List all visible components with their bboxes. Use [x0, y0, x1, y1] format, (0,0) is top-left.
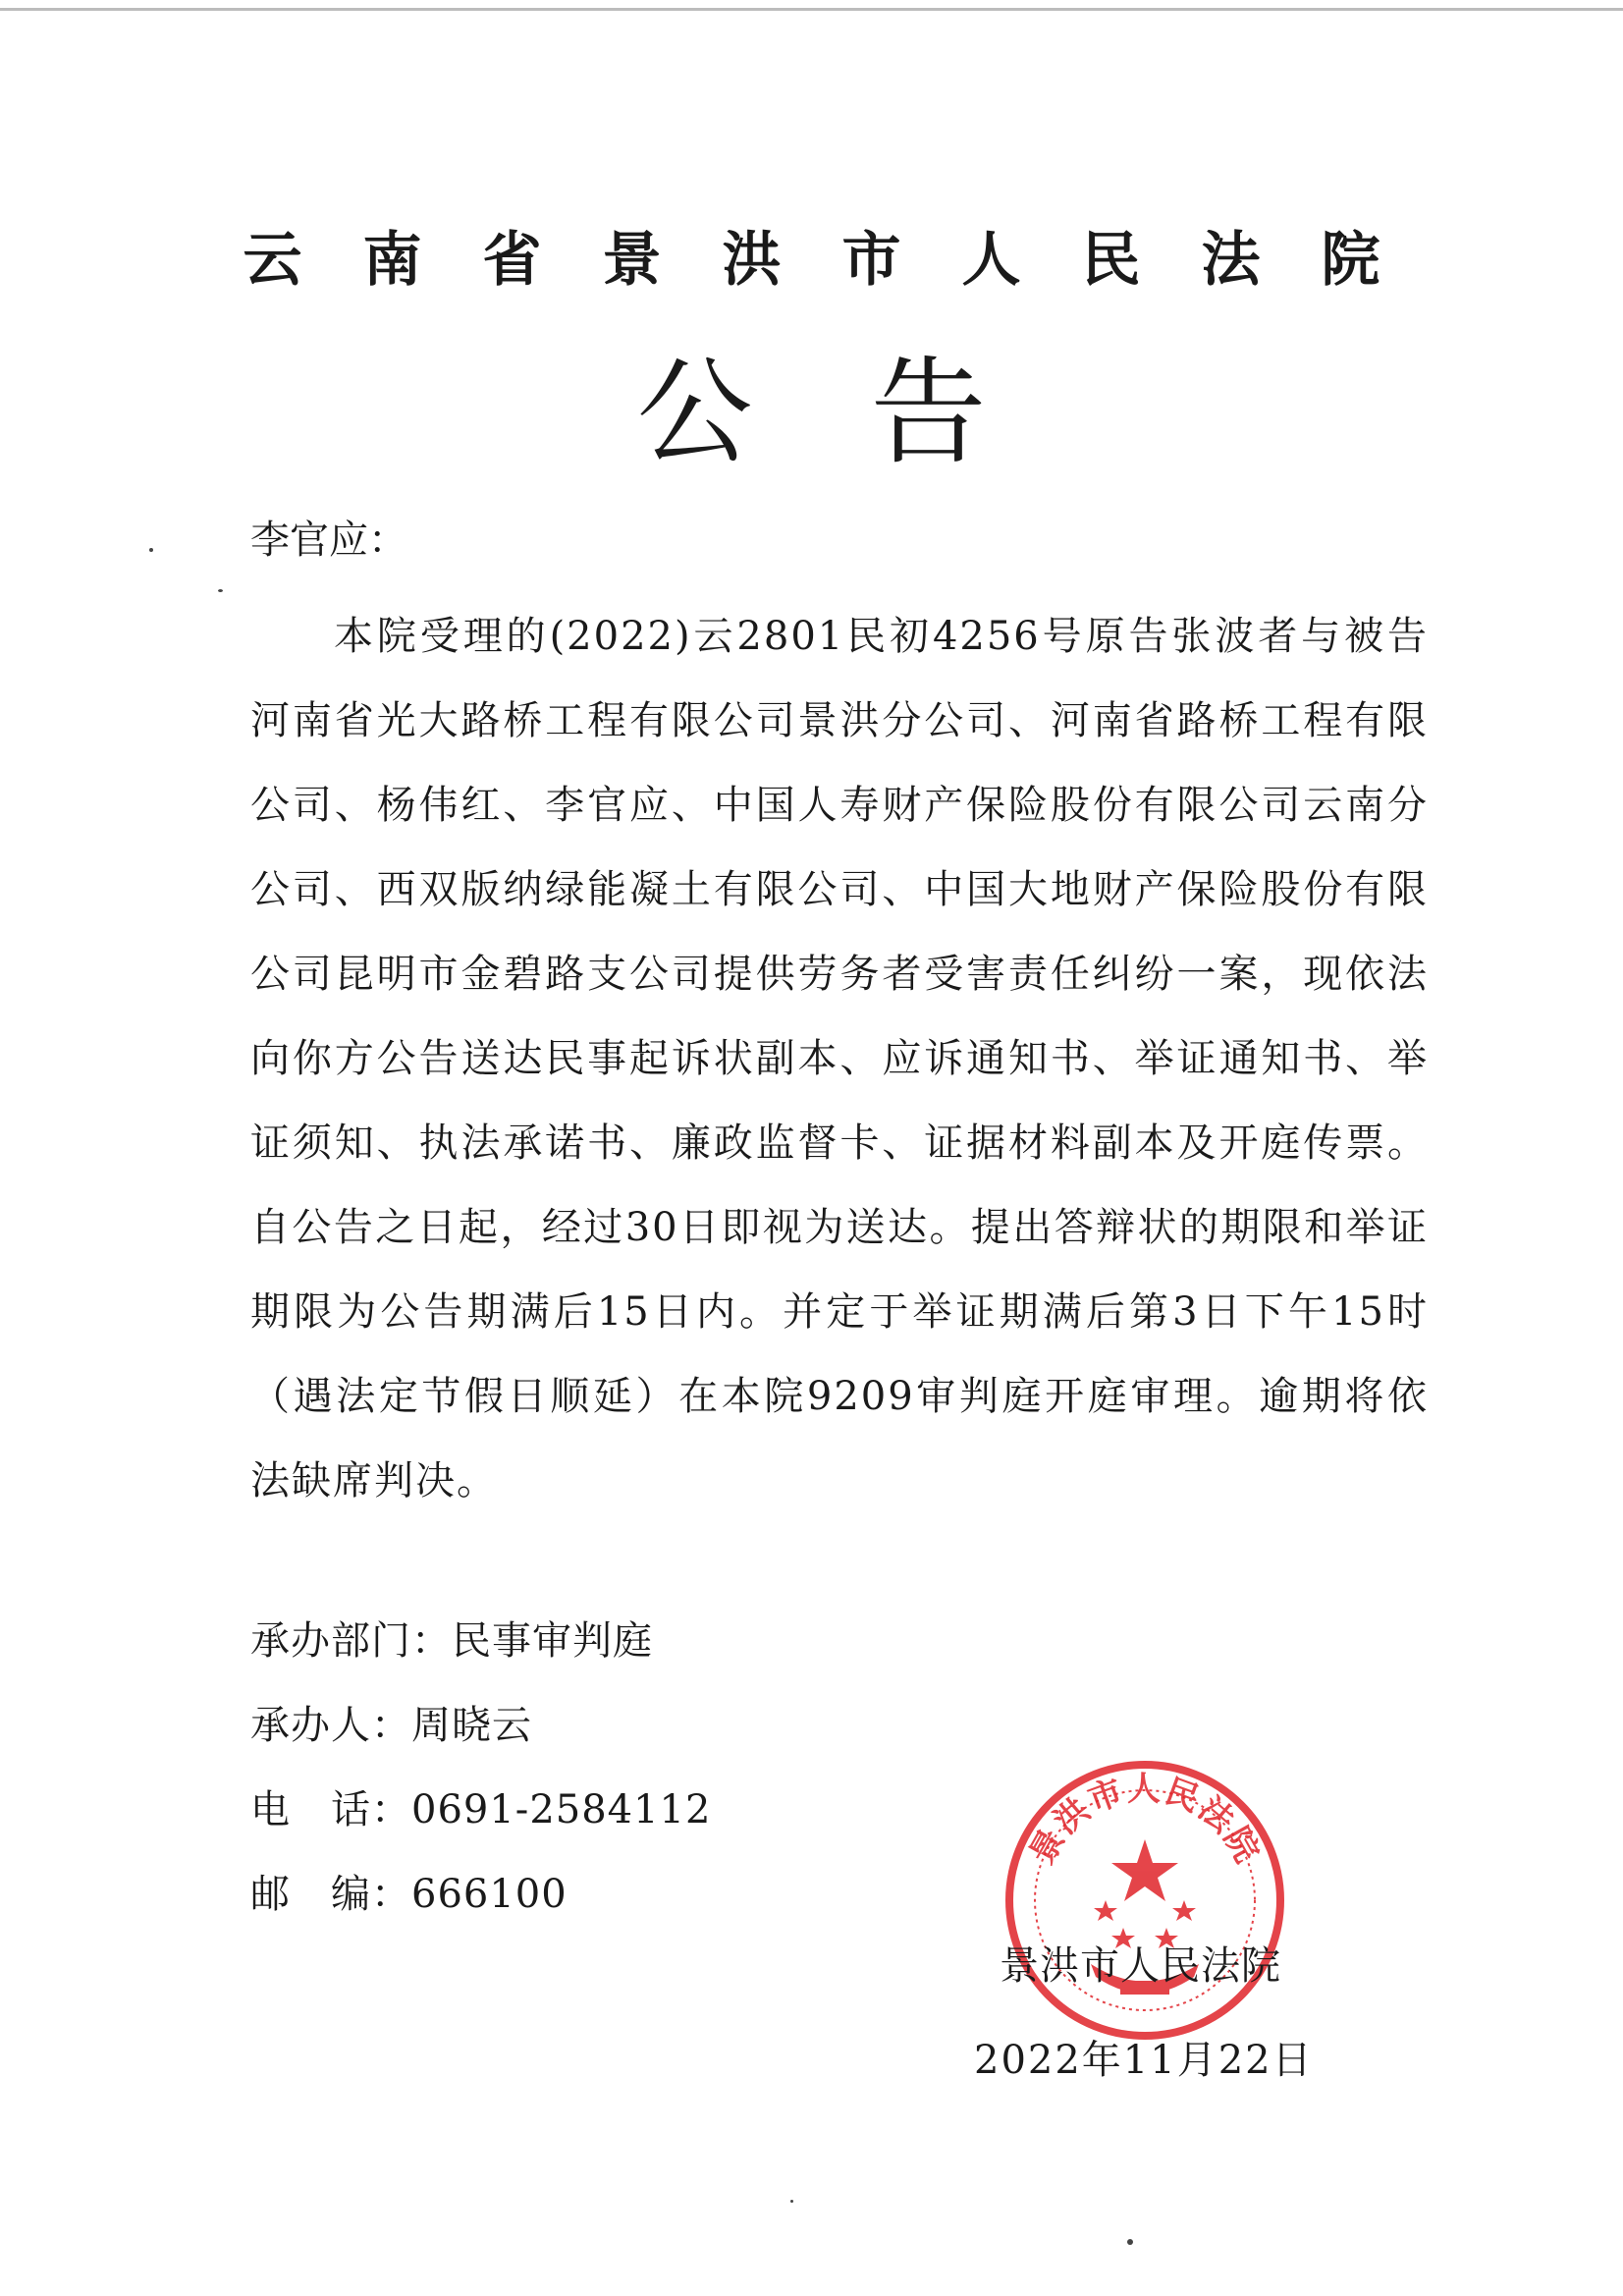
announcement-body: 本院受理的(2022)云2801民初4256号原告张波者与被告河南省光大路桥工程有限公司景洪分公司、河南省路桥工程有限公司、杨伟红、李官应、中国人寿财产保险股份有限公司云南分公司、西双版纳绿能凝土有限公司、中国大地财产保险股份有限公司昆明市金碧路支公司提供劳务者受害责任纠纷一案，现依法向你方公告送达民事起诉状副本、应诉通知书、举证通知书、举证须知、执法承诺书、廉政监督卡、证据材料副本及开庭传票。自公告之日起，经过30日即视为送达。提出答辩状的期限和举证期限为公告期满后15日内。并定于举证期满后第3日下午15时（遇法定节假日顺延）在本院9209审判庭开庭审理。逾期将依法缺席判决。 — [250, 614, 1429, 1503]
phone-row — [250, 1768, 711, 1852]
handler-row — [250, 1683, 711, 1768]
document-title: 公告 — [636, 345, 1105, 480]
department-label: 承办部门： — [250, 1618, 452, 1664]
seal-text: 景洪市人民法院 — [1022, 1769, 1268, 1872]
postcode-value: 666100 — [411, 1872, 568, 1917]
issuing-court: 景洪市人民法院 — [1000, 1943, 1281, 1989]
phone-value: 0691-2584112 — [411, 1787, 712, 1832]
scan-speck — [218, 589, 223, 592]
addressee: 李官应： — [250, 518, 407, 563]
court-name-heading: 云南省景洪市人民法院 — [243, 226, 1441, 295]
contact-block — [250, 1599, 711, 1937]
department-row — [250, 1599, 711, 1683]
scan-speck — [1127, 2239, 1133, 2245]
court-seal-stamp — [998, 1753, 1292, 2048]
postcode-row — [250, 1852, 711, 1937]
scan-speck — [790, 2200, 793, 2203]
phone-label: 电 话： — [250, 1787, 411, 1832]
handler-value: 周晓云 — [411, 1703, 532, 1748]
department-value: 民事审判庭 — [452, 1618, 653, 1664]
scan-speck — [149, 548, 153, 552]
scan-edge-line — [0, 8, 1623, 11]
issue-date: 2022年11月22日 — [974, 2038, 1314, 2083]
postcode-label: 邮 编： — [250, 1872, 411, 1917]
handler-label: 承办人： — [250, 1703, 411, 1748]
